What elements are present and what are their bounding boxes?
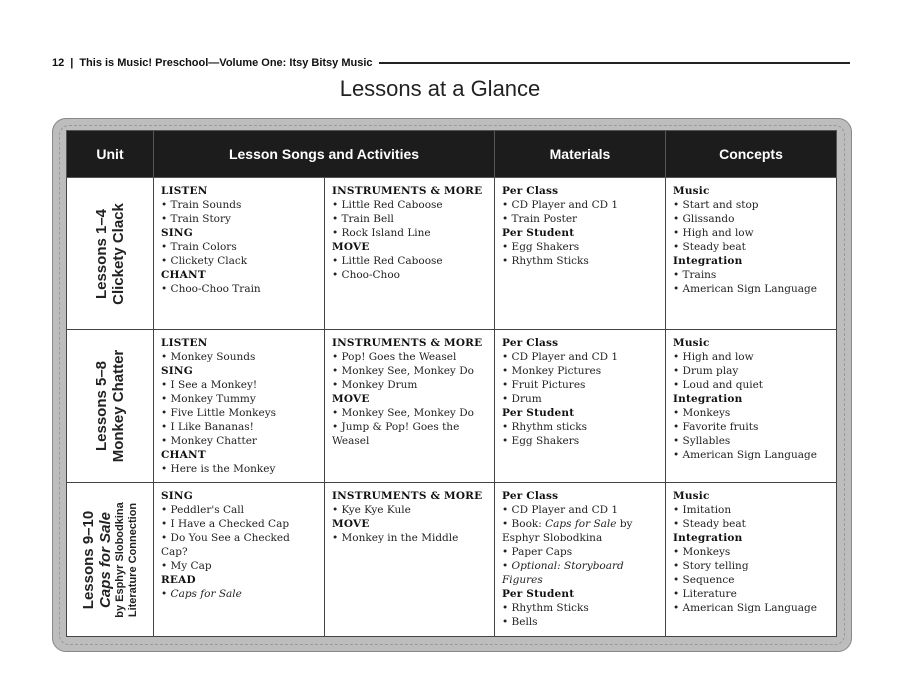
list-item: • Jump & Pop! Goes the Weasel — [332, 420, 487, 448]
list-item: • Loud and quiet — [673, 378, 829, 392]
list-item: • Choo-Choo — [332, 268, 487, 282]
unit-title: Clickety Clack — [110, 202, 127, 305]
list-item: • I Have a Checked Cap — [161, 517, 317, 531]
header-songs: Lesson Songs and Activities — [154, 131, 495, 178]
list-item: • Monkey Sounds — [161, 350, 317, 364]
section-heading: READ — [161, 574, 196, 586]
section-heading: Music — [673, 337, 710, 349]
unit-label — [93, 203, 127, 305]
unit-lessons: Lessons 1–4 — [93, 208, 110, 299]
list-item: • Little Red Caboose — [332, 198, 487, 212]
item-list — [161, 350, 317, 364]
list-item: • Peddler's Call — [161, 503, 317, 517]
list-item: • Train Story — [161, 212, 317, 226]
section-heading: Music — [673, 185, 710, 197]
page-title: Lessons at a Glance — [339, 76, 541, 101]
section — [161, 226, 317, 268]
unit-lessons: Lessons 9–10 — [80, 510, 97, 609]
section-heading: CHANT — [161, 269, 206, 281]
item-list — [502, 503, 658, 587]
list-item: • Sequence — [673, 573, 829, 587]
section — [673, 254, 829, 296]
section — [161, 268, 317, 296]
songs-cell-2 — [325, 330, 495, 483]
list-item: • Train Poster — [502, 212, 658, 226]
section-heading: INSTRUMENTS & MORE — [332, 337, 483, 349]
section-heading: Per Student — [502, 407, 575, 419]
list-item: • Trains — [673, 268, 829, 282]
list-item: • Egg Shakers — [502, 240, 658, 254]
list-item: • American Sign Language — [673, 601, 829, 615]
section — [502, 226, 658, 268]
list-item: • Steady beat — [673, 240, 829, 254]
section-heading: INSTRUMENTS & MORE — [332, 490, 483, 502]
unit-author: by Esphyr Slobodkina — [114, 501, 126, 618]
item-list — [161, 462, 317, 476]
list-item: • Bells — [502, 615, 658, 629]
item-list — [502, 350, 658, 406]
section — [332, 240, 487, 282]
list-item: • Train Colors — [161, 240, 317, 254]
section-heading: Per Class — [502, 185, 559, 197]
header-rule — [379, 62, 850, 64]
item-list — [332, 254, 487, 282]
list-item: • Train Bell — [332, 212, 487, 226]
section — [161, 184, 317, 226]
section-heading: SING — [161, 365, 193, 377]
list-item: • Monkey See, Monkey Do — [332, 364, 487, 378]
section — [502, 406, 658, 448]
section — [161, 364, 317, 448]
section-heading: Per Student — [502, 227, 575, 239]
item-list — [332, 503, 487, 517]
list-item: • Optional: Storyboard Figures — [502, 559, 658, 587]
unit-cell — [67, 483, 154, 637]
section — [673, 531, 829, 615]
list-item: • Five Little Monkeys — [161, 406, 317, 420]
section — [161, 336, 317, 364]
list-item: • Kye Kye Kule — [332, 503, 487, 517]
list-item: • Rhythm Sticks — [502, 601, 658, 615]
item-list — [161, 378, 317, 448]
list-item: • Rhythm Sticks — [502, 254, 658, 268]
section — [332, 489, 487, 517]
section-heading: SING — [161, 227, 193, 239]
item-list — [502, 240, 658, 268]
section-heading: Per Student — [502, 588, 575, 600]
list-item: • Fruit Pictures — [502, 378, 658, 392]
unit-lessons: Lessons 5–8 — [93, 360, 110, 452]
list-item: • Pop! Goes the Weasel — [332, 350, 487, 364]
item-list — [161, 503, 317, 573]
item-list — [502, 198, 658, 226]
unit-cell — [67, 178, 154, 330]
section-heading: Per Class — [502, 490, 559, 502]
songs-cell-2 — [325, 178, 495, 330]
item-list — [502, 601, 658, 629]
section-heading: CHANT — [161, 449, 206, 461]
section-heading: Integration — [673, 393, 743, 405]
section — [673, 336, 829, 392]
section-heading: LISTEN — [161, 185, 208, 197]
list-item: • Literature — [673, 587, 829, 601]
item-list — [332, 198, 487, 240]
list-item: • Story telling — [673, 559, 829, 573]
header-unit: Unit — [67, 131, 154, 178]
list-item: • Egg Shakers — [502, 434, 658, 448]
section — [502, 489, 658, 587]
section-heading: Integration — [673, 532, 743, 544]
section — [332, 336, 487, 392]
unit-label — [80, 502, 140, 618]
concepts-cell — [666, 330, 837, 483]
table-row — [67, 178, 837, 330]
section — [332, 517, 487, 545]
concepts-cell — [666, 178, 837, 330]
list-item: • Rhythm sticks — [502, 420, 658, 434]
list-item: • Caps for Sale — [161, 587, 317, 601]
list-item: • CD Player and CD 1 — [502, 350, 658, 364]
unit-note: Literature Connection — [127, 502, 139, 617]
item-list — [673, 268, 829, 296]
list-item: • I Like Bananas! — [161, 420, 317, 434]
section — [673, 392, 829, 462]
section — [502, 184, 658, 226]
header-concepts: Concepts — [666, 131, 837, 178]
list-item: • I See a Monkey! — [161, 378, 317, 392]
section-heading: MOVE — [332, 393, 370, 405]
list-item: • Choo-Choo Train — [161, 282, 317, 296]
item-list — [673, 503, 829, 531]
section-heading: MOVE — [332, 241, 370, 253]
unit-label — [93, 350, 127, 463]
item-list — [161, 198, 317, 226]
header-materials: Materials — [495, 131, 666, 178]
list-item: • CD Player and CD 1 — [502, 198, 658, 212]
table-header-row — [67, 131, 837, 178]
section — [161, 489, 317, 573]
table-row — [67, 330, 837, 483]
list-item: • Paper Caps — [502, 545, 658, 559]
running-head-separator: | — [70, 57, 74, 69]
book-title: This is Music! Preschool—Volume One: Itsy Bitsy Music — [79, 57, 373, 69]
list-item: • Clickety Clack — [161, 254, 317, 268]
list-item: • Train Sounds — [161, 198, 317, 212]
section — [332, 392, 487, 448]
section-heading: SING — [161, 490, 193, 502]
section — [502, 336, 658, 406]
unit-cell — [67, 330, 154, 483]
list-item: • Monkey Drum — [332, 378, 487, 392]
item-list — [502, 420, 658, 448]
list-item: • CD Player and CD 1 — [502, 503, 658, 517]
concepts-cell — [666, 483, 837, 637]
list-item: • Monkey See, Monkey Do — [332, 406, 487, 420]
list-item: • High and low — [673, 350, 829, 364]
list-item: • My Cap — [161, 559, 317, 573]
list-item: • Glissando — [673, 212, 829, 226]
list-item: • Monkey Chatter — [161, 434, 317, 448]
list-item: • Drum play — [673, 364, 829, 378]
list-item: • Monkey Pictures — [502, 364, 658, 378]
item-list — [673, 545, 829, 615]
list-item: • High and low — [673, 226, 829, 240]
materials-cell — [495, 178, 666, 330]
unit-title: Monkey Chatter — [110, 349, 127, 463]
list-item: • Steady beat — [673, 517, 829, 531]
list-item: • Little Red Caboose — [332, 254, 487, 268]
materials-cell — [495, 330, 666, 483]
songs-cell-1 — [154, 483, 325, 637]
item-list — [332, 531, 487, 545]
item-list — [161, 587, 317, 601]
list-item: • Syllables — [673, 434, 829, 448]
section — [673, 489, 829, 531]
lessons-table — [66, 130, 837, 637]
section — [161, 573, 317, 601]
songs-cell-2 — [325, 483, 495, 637]
item-list — [161, 282, 317, 296]
songs-cell-1 — [154, 330, 325, 483]
list-item: • Imitation — [673, 503, 829, 517]
item-list — [673, 350, 829, 392]
section-heading: MOVE — [332, 518, 370, 530]
item-list — [673, 198, 829, 254]
item-list — [161, 240, 317, 268]
section — [332, 184, 487, 240]
list-item: • Monkeys — [673, 545, 829, 559]
list-item: • Monkeys — [673, 406, 829, 420]
table-row — [67, 483, 837, 637]
list-item: • Here is the Monkey — [161, 462, 317, 476]
section — [502, 587, 658, 629]
list-item: • Favorite fruits — [673, 420, 829, 434]
item-list — [332, 350, 487, 392]
list-item: • Do You See a Checked Cap? — [161, 531, 317, 559]
list-item: • Drum — [502, 392, 658, 406]
list-item: • American Sign Language — [673, 282, 829, 296]
running-head — [52, 55, 850, 71]
list-item: • Book: Caps for Sale by Esphyr Slobodkina — [502, 517, 658, 545]
songs-cell-1 — [154, 178, 325, 330]
list-item: • American Sign Language — [673, 448, 829, 462]
section — [161, 448, 317, 476]
section-heading: Music — [673, 490, 710, 502]
section — [673, 184, 829, 254]
list-item: • Start and stop — [673, 198, 829, 212]
section-heading: LISTEN — [161, 337, 208, 349]
section-heading: INSTRUMENTS & MORE — [332, 185, 483, 197]
list-item: • Rock Island Line — [332, 226, 487, 240]
unit-title: Caps for Sale — [97, 511, 114, 608]
item-list — [332, 406, 487, 448]
list-item: • Monkey in the Middle — [332, 531, 487, 545]
page-number: 12 — [52, 57, 65, 69]
item-list — [673, 406, 829, 462]
section-heading: Integration — [673, 255, 743, 267]
section-heading: Per Class — [502, 337, 559, 349]
list-item: • Monkey Tummy — [161, 392, 317, 406]
materials-cell — [495, 483, 666, 637]
